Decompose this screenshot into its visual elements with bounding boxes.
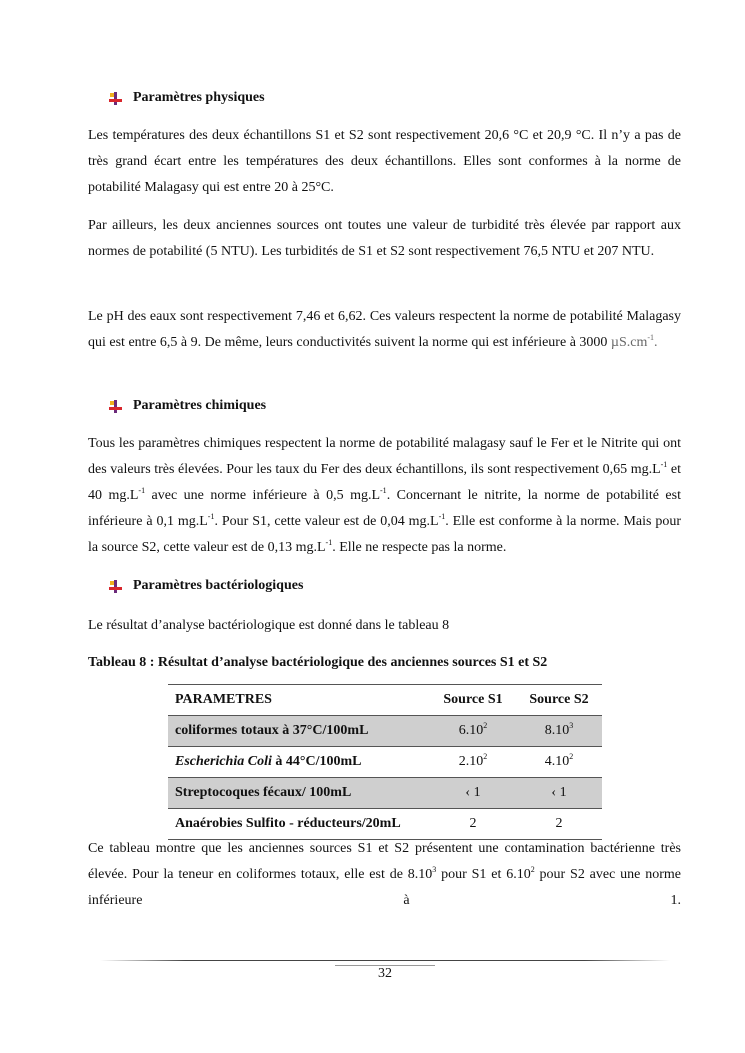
page-number: 32 (378, 966, 392, 981)
header-source-s2: Source S2 (516, 685, 602, 716)
results-table (168, 684, 602, 840)
heading-physical-text: Paramètres physiques (133, 90, 265, 105)
paragraph-turbidity: Par ailleurs, les deux anciennes sources ont toutes une valeur de turbidité très élevée par rapport aux normes de potabilité (5 NTU). Les turbidités de S1 et S2 sont respectivement 76,5 NTU et 207 NTU. (88, 218, 681, 259)
heading-chemical (109, 398, 266, 414)
table-caption: Tableau 8 : Résultat d’analyse bactériologique des anciennes sources S1 et S2 (88, 655, 548, 670)
footer-divider (100, 960, 670, 961)
paragraph-temperature: Les températures des deux échantillons S1 et S2 sont respectivement 20,6 °C et 20,9 °C. Il n’y a pas de très grand écart entre les températures des deux échantillons. Elles sont conformes à la norme de potabilité Malagasy qui est entre 20 à 25°C. (88, 128, 681, 195)
bullet-icon (109, 580, 122, 593)
heading-chemical-text: Paramètres chimiques (133, 398, 267, 413)
heading-bacteriological-text: Paramètres bactériologiques (133, 578, 304, 593)
header-parametres: PARAMETRES (168, 685, 430, 716)
header-source-s1: Source S1 (430, 685, 516, 716)
table-row: coliformes totaux à 37°C/100mL 6.10$^2$ 8.10$^3$ (168, 716, 602, 747)
table-row: Anaérobies Sulfito - réducteurs/20mL 2 2 (168, 809, 602, 840)
bullet-icon (109, 400, 122, 413)
table-header-row (168, 685, 602, 716)
table-row: Streptocoques fécaux/ 100mL ‹ 1 ‹ 1 (168, 778, 602, 809)
heading-physical (109, 90, 265, 106)
paragraph-conclusion: Ce tableau montre que les anciennes sources S1 et S2 présentent une contamination bactérienne très élevée. Pour la teneur en coliformes totaux, elle est de 8.10$^3$ pour S1 et 6.10$^2$ pour S2 avec une norme inférieure à 1. (88, 841, 681, 908)
conductivity-unit: $\mu S.cm^{-1}$. (610, 333, 658, 350)
heading-bacteriological (109, 578, 303, 594)
table-row: Escherichia Coli à 44°C/100mL 2.10$^2$ 4.10$^2$ (168, 747, 602, 778)
paragraph-bacterio-intro: Le résultat d’analyse bactériologique est donné dans le tableau 8 (88, 618, 450, 633)
paragraph-ph: Le pH des eaux sont respectivement 7,46 et 6,62. Ces valeurs respectent la norme de potabilité Malagasy qui est entre 6,5 à 9. De même, leurs conductivités suivent la norme qui est inférieure à 3000 $\mu S.cm^{-1}$. (88, 309, 681, 350)
bullet-icon (109, 92, 122, 105)
paragraph-chemical: Tous les paramètres chimiques respectent la norme de potabilité malagasy sauf le Fer et le Nitrite qui ont des valeurs très élevées. Pour les taux du Fer des deux échantillons, ils sont respectivement 0,65 $mg.L^{-1}$ et 40 $mg.L^{-1}$ avec une norme inférieure à 0,5 $mg.L^{-1}$. Concernant le nitrite, la norme de potabilité est inférieure à 0,1 $mg.L^{-1}$. Pour S1, cette valeur est de 0,04 $mg.L^{-1}$. Elle est conforme à la norme. Mais pour la source S2, cette valeur est de 0,13 $mg.L^{-1}$. Elle ne respecte pas la norme. (88, 436, 682, 555)
